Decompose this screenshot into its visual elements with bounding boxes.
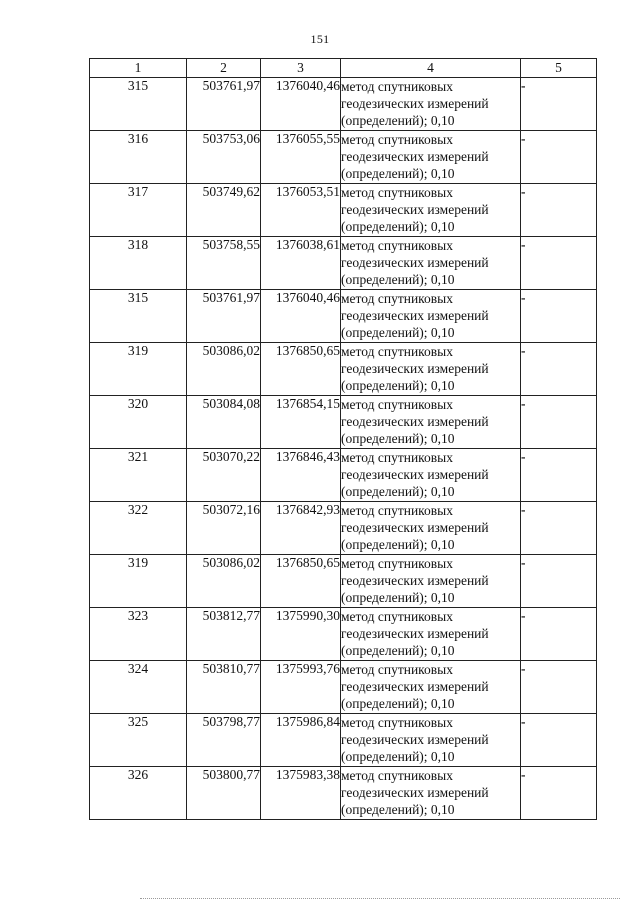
table-row — [90, 131, 597, 184]
table-row — [90, 767, 597, 820]
method-line: (определений); 0,10 — [341, 537, 455, 552]
note-cell: - — [521, 184, 597, 237]
method-line: метод спутниковых — [341, 397, 453, 412]
method-line: (определений); 0,10 — [341, 113, 455, 128]
table-row — [90, 396, 597, 449]
point-number-cell: 325 — [90, 714, 187, 767]
point-number-cell: 316 — [90, 131, 187, 184]
note-cell: - — [521, 343, 597, 396]
method-line: геодезических измерений — [341, 785, 489, 800]
note-cell: - — [521, 290, 597, 343]
method-line: метод спутниковых — [341, 556, 453, 571]
method-line: (определений); 0,10 — [341, 643, 455, 658]
note-cell: - — [521, 555, 597, 608]
column-header-1: 1 — [90, 59, 187, 78]
method-cell — [341, 290, 521, 343]
x-coordinate-cell: 503070,22 — [187, 449, 261, 502]
point-number-cell: 323 — [90, 608, 187, 661]
x-coordinate-cell: 503812,77 — [187, 608, 261, 661]
y-coordinate-cell: 1376850,65 — [261, 343, 341, 396]
x-coordinate-cell: 503810,77 — [187, 661, 261, 714]
x-coordinate-cell: 503753,06 — [187, 131, 261, 184]
note-cell: - — [521, 502, 597, 555]
y-coordinate-cell: 1376842,93 — [261, 502, 341, 555]
table-row — [90, 661, 597, 714]
table-row — [90, 449, 597, 502]
column-header-3: 3 — [261, 59, 341, 78]
x-coordinate-cell: 503072,16 — [187, 502, 261, 555]
method-cell — [341, 449, 521, 502]
y-coordinate-cell: 1375993,76 — [261, 661, 341, 714]
x-coordinate-cell: 503749,62 — [187, 184, 261, 237]
y-coordinate-cell: 1376038,61 — [261, 237, 341, 290]
x-coordinate-cell: 503798,77 — [187, 714, 261, 767]
method-line: геодезических измерений — [341, 361, 489, 376]
x-coordinate-cell: 503084,08 — [187, 396, 261, 449]
y-coordinate-cell: 1376053,51 — [261, 184, 341, 237]
method-line: геодезических измерений — [341, 467, 489, 482]
method-line: геодезических измерений — [341, 679, 489, 694]
method-cell — [341, 555, 521, 608]
method-line: метод спутниковых — [341, 662, 453, 677]
note-cell: - — [521, 237, 597, 290]
note-cell: - — [521, 396, 597, 449]
method-cell — [341, 343, 521, 396]
method-line: (определений); 0,10 — [341, 325, 455, 340]
method-line: геодезических измерений — [341, 255, 489, 270]
note-cell: - — [521, 608, 597, 661]
method-line: метод спутниковых — [341, 185, 453, 200]
note-cell: - — [521, 449, 597, 502]
point-number-cell: 318 — [90, 237, 187, 290]
method-line: метод спутниковых — [341, 79, 453, 94]
y-coordinate-cell: 1376850,65 — [261, 555, 341, 608]
table-row — [90, 714, 597, 767]
note-cell: - — [521, 714, 597, 767]
method-cell — [341, 78, 521, 131]
x-coordinate-cell: 503761,97 — [187, 290, 261, 343]
table-body — [90, 78, 597, 820]
table-row — [90, 343, 597, 396]
point-number-cell: 315 — [90, 290, 187, 343]
method-line: метод спутниковых — [341, 768, 453, 783]
method-line: геодезических измерений — [341, 732, 489, 747]
note-cell: - — [521, 131, 597, 184]
method-cell — [341, 661, 521, 714]
y-coordinate-cell: 1376846,43 — [261, 449, 341, 502]
method-line: геодезических измерений — [341, 202, 489, 217]
y-coordinate-cell: 1376040,46 — [261, 78, 341, 131]
point-number-cell: 326 — [90, 767, 187, 820]
method-line: геодезических измерений — [341, 96, 489, 111]
table-row — [90, 184, 597, 237]
method-line: (определений); 0,10 — [341, 696, 455, 711]
method-line: метод спутниковых — [341, 609, 453, 624]
table-row — [90, 237, 597, 290]
page-number: 151 — [310, 32, 330, 46]
method-cell — [341, 767, 521, 820]
note-cell: - — [521, 78, 597, 131]
coordinates-table — [89, 58, 597, 820]
method-line: метод спутниковых — [341, 715, 453, 730]
method-line: геодезических измерений — [341, 573, 489, 588]
column-header-4: 4 — [341, 59, 521, 78]
x-coordinate-cell: 503086,02 — [187, 343, 261, 396]
method-cell — [341, 502, 521, 555]
method-line: (определений); 0,10 — [341, 749, 455, 764]
table-header-row — [90, 59, 597, 78]
method-line: метод спутниковых — [341, 450, 453, 465]
note-cell: - — [521, 767, 597, 820]
method-cell — [341, 396, 521, 449]
method-line: геодезических измерений — [341, 414, 489, 429]
x-coordinate-cell: 503761,97 — [187, 78, 261, 131]
table-row — [90, 78, 597, 131]
point-number-cell: 319 — [90, 343, 187, 396]
method-cell — [341, 131, 521, 184]
method-line: (определений); 0,10 — [341, 272, 455, 287]
method-cell — [341, 237, 521, 290]
point-number-cell: 317 — [90, 184, 187, 237]
method-cell — [341, 714, 521, 767]
table-row — [90, 608, 597, 661]
method-line: (определений); 0,10 — [341, 802, 455, 817]
method-line: (определений); 0,10 — [341, 590, 455, 605]
point-number-cell: 324 — [90, 661, 187, 714]
method-line: (определений); 0,10 — [341, 219, 455, 234]
table-row — [90, 290, 597, 343]
point-number-cell: 320 — [90, 396, 187, 449]
method-line: геодезических измерений — [341, 149, 489, 164]
method-line: (определений); 0,10 — [341, 378, 455, 393]
x-coordinate-cell: 503086,02 — [187, 555, 261, 608]
method-cell — [341, 608, 521, 661]
scan-artifact-line — [140, 898, 620, 902]
method-line: геодезических измерений — [341, 520, 489, 535]
y-coordinate-cell: 1375990,30 — [261, 608, 341, 661]
y-coordinate-cell: 1376055,55 — [261, 131, 341, 184]
note-cell: - — [521, 661, 597, 714]
y-coordinate-cell: 1376854,15 — [261, 396, 341, 449]
method-line: геодезических измерений — [341, 626, 489, 641]
method-line: метод спутниковых — [341, 344, 453, 359]
method-line: геодезических измерений — [341, 308, 489, 323]
y-coordinate-cell: 1375983,38 — [261, 767, 341, 820]
column-header-5: 5 — [521, 59, 597, 78]
method-line: метод спутниковых — [341, 238, 453, 253]
y-coordinate-cell: 1375986,84 — [261, 714, 341, 767]
method-line: (определений); 0,10 — [341, 431, 455, 446]
method-line: метод спутниковых — [341, 291, 453, 306]
x-coordinate-cell: 503800,77 — [187, 767, 261, 820]
point-number-cell: 322 — [90, 502, 187, 555]
column-header-2: 2 — [187, 59, 261, 78]
y-coordinate-cell: 1376040,46 — [261, 290, 341, 343]
method-cell — [341, 184, 521, 237]
point-number-cell: 315 — [90, 78, 187, 131]
table-row — [90, 502, 597, 555]
table-row — [90, 555, 597, 608]
x-coordinate-cell: 503758,55 — [187, 237, 261, 290]
point-number-cell: 321 — [90, 449, 187, 502]
method-line: (определений); 0,10 — [341, 484, 455, 499]
method-line: метод спутниковых — [341, 503, 453, 518]
point-number-cell: 319 — [90, 555, 187, 608]
method-line: метод спутниковых — [341, 132, 453, 147]
method-line: (определений); 0,10 — [341, 166, 455, 181]
